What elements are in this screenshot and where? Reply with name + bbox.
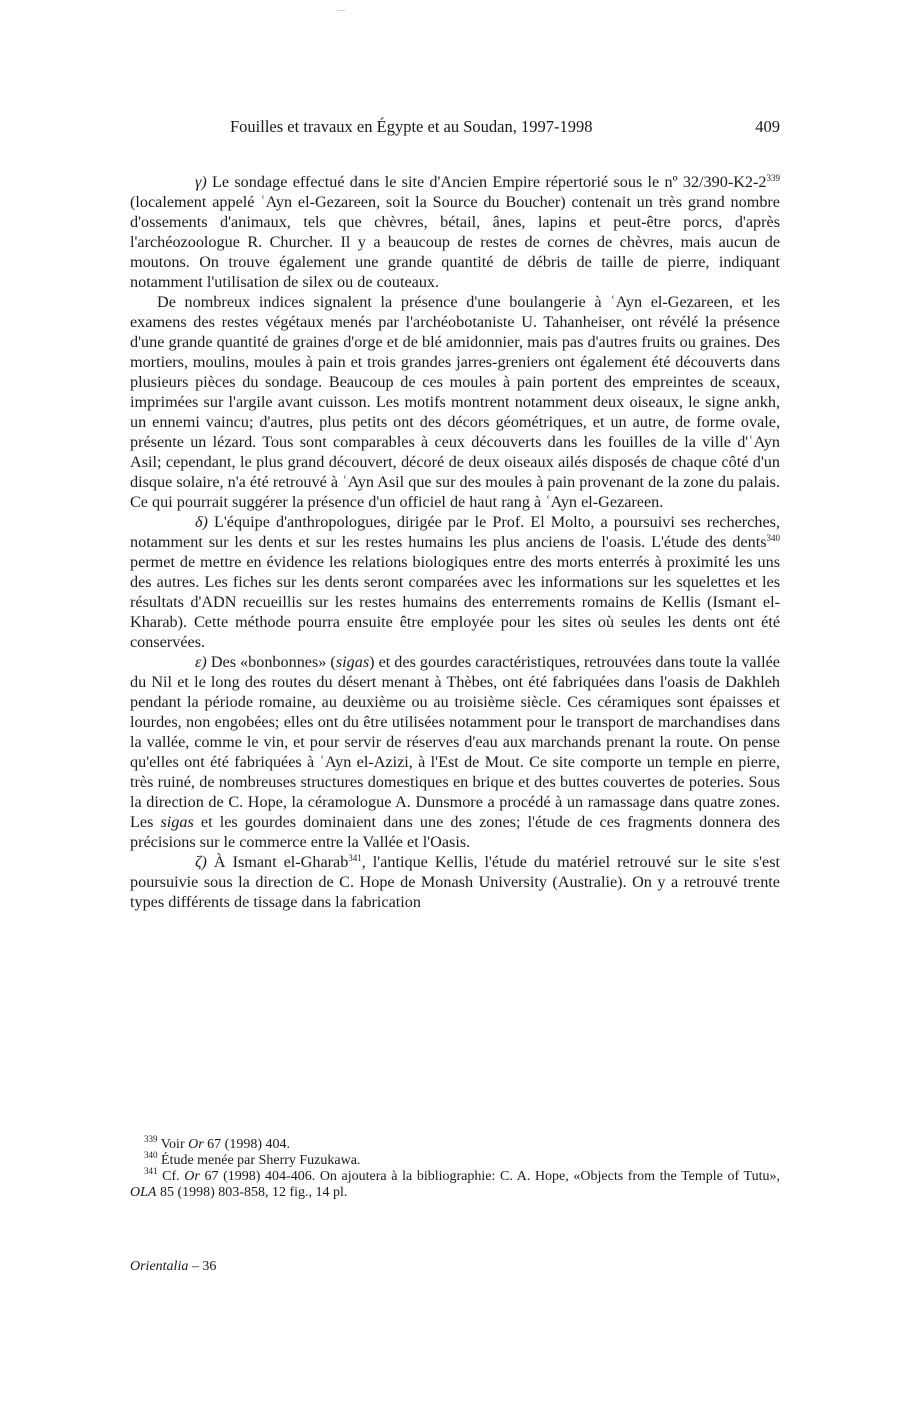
footer-separator: – [188,1259,203,1274]
footnote-341: $^{341}$ Cf. Or 67 (1998) 404-406. On ajoutera à la bibliographie: C. A. Hope, «Objects from the Temple of Tutu», OLA 85 (1998) 803-858, 12 fig., 14 pl. [130,1166,780,1200]
paragraph-bakery: De nombreux indices signalent la présence d'une boulangerie à ʿAyn el-Gezareen, et les examens des restes végétaux menés par l'archéobotaniste U. Tahanheiser, ont révélé la présence d'une grande quantité de graines d'orge et de blé amidonnier, mais pas d'autres fruits ou graines. Des mortiers, moulins, moules à pain et trois grandes jarres-greniers ont également été découverts dans plusieurs pièces du sondage. Beaucoup de ces moules à pain portent des empreintes de sceaux, imprimées sur l'argile avant cuisson. Les motifs montrent notamment deux oiseaux, le signe ankh, un ennemi vaincu; d'autres, plus petits ont des décors géométriques, et un autre, de forme ovale, présente un lézard. Tous sont comparables à ceux découverts dans les fouilles de la ville d'ʿAyn Asil; cependant, le plus grand découvert, décoré de deux oiseaux ailés disposés de chaque côté d'un disque solaire, n'a été retrouvé à ʿAyn Asil que sur des moules à pain provenant de la zone du palais. Ce qui pourrait suggérer la présence d'un officiel de haut rang à ʿAyn el-Gezareen. [130,293,780,511]
journal-name: Orientalia [130,1259,189,1274]
footnote-ref: 339 [766,173,780,183]
section-marker: δ) [195,513,208,531]
paragraph-epsilon: ε) Des «bonbonnes» (sigas) et des gourdes caractéristiques, retrouvées dans toute la vallée du Nil et le long des routes du désert menant à Thèbes, ont été fabriquées dans l'oasis de Dakhleh pendant la période romaine, au deuxième ou au troisième siècle. Ces céramiques sont épaisses et lourdes, non engobées; elles ont du être utilisées notamment pour le transport de marchandises dans la vallée, comme le vin, et pour servir de réserves d'eau aux marchands prenant la route. On pense qu'elles ont été fabriquées à ʿAyn el-Azizi, à l'Est de Mout. Ce site comporte un temple en pierre, très ruiné, de nombreuses structures domestiques en brique et des buttes couvertes de poteries. Sous la direction de C. Hope, la céramologue A. Dunsmore a procédé à un ramassage dans quatre zones. Les sigas et les gourdes dominaient dans une des zones; l'étude de ces fragments donnera des précisions sur le commerce entre la Vallée et l'Oasis. [130,653,781,851]
paragraph-delta: δ) L'équipe d'anthropologues, dirigée par le Prof. El Molto, a poursuivi ses recherches, notamment sur les dents et sur les restes humains les plus anciens de l'oasis. L'étude des dents$^{340}$ permet de mettre en évidence les relations biologiques entre des morts enterrés à proximité les uns des autres. Les fiches sur les dents seront comparées avec les informations sur les squelettes et les résultats d'ADN recueillis sur les restes humains des enterrements romains de Kellis (Ismant el-Kharab). Cette méthode pourra ensuite être employée pour les sites où seules les dents ont été conservées. [130,513,780,651]
sheet-number: 36 [202,1259,217,1274]
footnote-339: $^{339}$ Voir Or 67 (1998) 404. [144,1134,290,1152]
footnote-ref: 341 [348,853,362,863]
page-number: 409 [755,117,780,136]
footnotes [130,1134,780,1201]
section-marker: ζ) [195,853,207,871]
running-header [130,117,780,137]
section-marker: ε) [195,653,207,671]
paragraph-gamma: γ) Le sondage effectué dans le site d'Ancien Empire répertorié sous le nº $32/390-K2-2^{339}$ (localement appelé ʿAyn el-Gezareen, soit la Source du Boucher) contenait un très grand nombre d'ossements d'animaux, tels que chèvres, bétail, ânes, lapins et peut-être porcs, d'après l'archéozoologue R. Churcher. Il y a beaucoup de restes de cornes de chèvres, mais aucun de moutons. On trouve également une grande quantité de débris de taille de pierre, indiquant notamment l'utilisation de silex ou de couteaux. [130,173,780,291]
page [130,0,780,1416]
running-title: Fouilles et travaux en Égypte et au Soudan, 1997-1998 [230,117,593,136]
footnote-340: $^{340}$ Étude menée par Sherry Fuzukawa. [144,1150,361,1168]
body-text [130,172,780,912]
paragraph-zeta: ζ) À Ismant el-Gharab$^{341}$, l'antique Kellis, l'étude du matériel retrouvé sur le site s'est poursuivie sous la direction de C. Hope de Monash University (Australie). On y a retrouvé trente types différents de tissage dans la fabrication [130,853,780,911]
section-marker: γ) [195,173,207,191]
signature-footer [130,1259,216,1275]
footnote-ref: 340 [766,533,780,543]
